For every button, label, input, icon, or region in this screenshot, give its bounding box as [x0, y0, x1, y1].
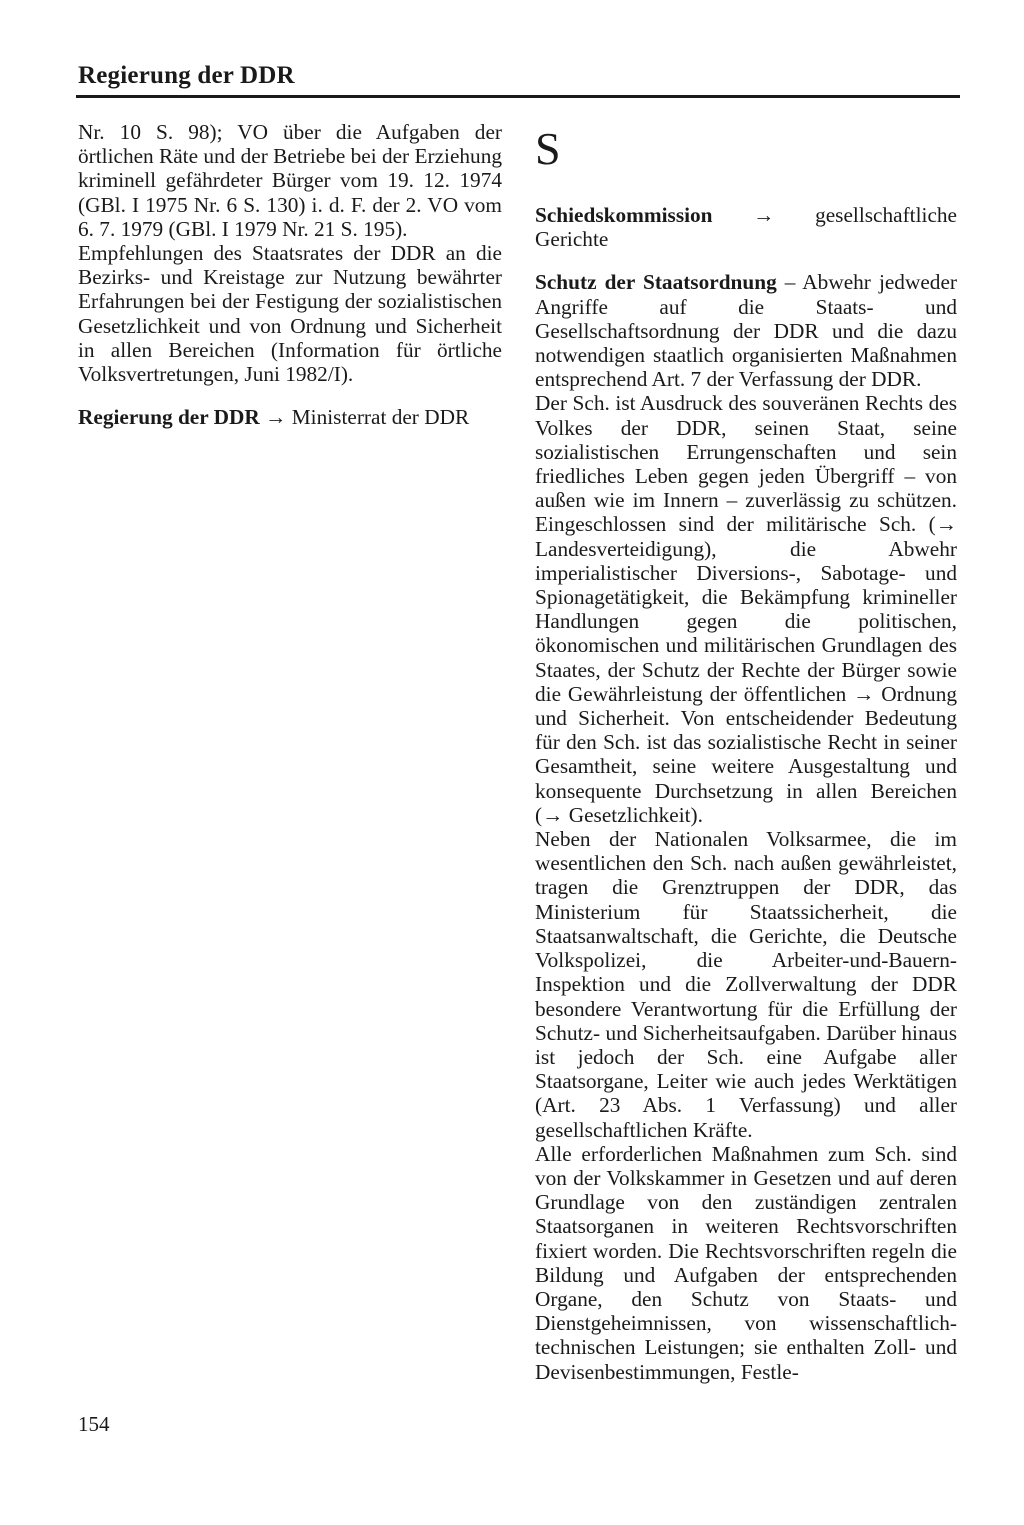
- right-column: [535, 122, 957, 1384]
- continuation-paragraph: Nr. 10 S. 98); VO über die Aufgaben der örtlichen Räte und der Betriebe bei der Erziehung kriminell gefährdeter Bürger vom 19. 12. 1974 (GBl. I 1975 Nr. 6 S. 130) i. d. F. der 2. VO vom 6. 7. 1979 (GBl. I 1979 Nr. 21 S. 195).: [78, 120, 502, 241]
- entry-schiedskommission: [535, 203, 957, 251]
- cross-reference-target: Ministerrat der DDR: [291, 405, 470, 430]
- entry-title: Schutz der Staatsordnung: [535, 270, 777, 295]
- body-paragraph: Der Sch. ist Ausdruck des souveränen Rechts des Volkes der DDR, seinen Staat, seine sozialistischen Errungenschaften und sein friedliches Leben gegen jeden Übergriff – von außen wie im Innern – zuverlässig zu schützen. Eingeschlossen sind der militärische Sch. (→ Landesverteidigung), die Abwehr imperialistischer Diversions-, Sabotage- und Spionagetätigkeit, die Bekämpfung krimineller Handlungen gegen die politischen, ökonomischen und militärischen Grundlagen des Staates, der Schutz der Rechte der Bürger sowie die Gewährleistung der öffentlichen → Ordnung und Sicherheit. Von entscheidender Bedeutung für den Sch. ist das sozialistische Recht in seiner Gesamtheit, seine weitere Ausgestaltung und konsequente Durchsetzung in allen Bereichen (→ Gesetzlichkeit).: [535, 391, 957, 827]
- entry-schutz-definition: [535, 270, 957, 391]
- left-column: [78, 120, 502, 429]
- cross-reference-arrow: →: [753, 203, 775, 227]
- running-head: Regierung der DDR: [78, 62, 295, 89]
- cross-reference-target: gesellschaftliche Gerichte: [535, 203, 957, 252]
- body-paragraph: Alle erforderlichen Maßnahmen zum Sch. sind von der Volkskammer in Gesetzen und auf deren Grundlage von den zuständigen zentralen Staatsorganen in weiteren Rechtsvorschriften fixiert worden. Die Rechtsvorschriften regeln die Bildung und Aufgaben der entsprechenden Organe, den Schutz von Staats- und Dienstgeheimnissen, von wissenschaftlich-technischen Leistungen; sie enthalten Zoll- und Devisenbestimmungen, Festle-: [535, 1141, 957, 1384]
- entry-regierung: [78, 405, 502, 429]
- entry-title: Schiedskommission: [535, 203, 713, 227]
- entry-title: Regierung der DDR: [78, 405, 260, 430]
- header-rule: [76, 95, 960, 98]
- recommendation-paragraph: Empfehlungen des Staatsrates der DDR an die Bezirks- und Kreistage zur Nutzung bewährter Erfahrungen bei der Festigung der sozialistischen Gesetzlichkeit und von Ordnung und Sicherheit in allen Bereichen (Information für örtliche Volksvertretungen, Juni 1982/I).: [78, 241, 502, 387]
- body-paragraph: Neben der Nationalen Volksarmee, die im wesentlichen den Sch. nach außen gewährleistet, tragen die Grenztruppen der DDR, das Ministerium für Staatssicherheit, die Staatsanwaltschaft, die Gerichte, die Deutsche Volkspolizei, die Arbeiter-und-Bauern-Inspektion und die Zollverwaltung der DDR besondere Verantwortung für die Erfüllung der Schutz- und Sicherheitsaufgaben. Darüber hinaus ist jedoch der Sch. eine Aufgabe aller Staatsorgane, Leiter wie auch jedes Werktätigen (Art. 23 Abs. 1 Verfassung) und aller gesellschaftlichen Kräfte.: [535, 827, 957, 1142]
- definition-text: – Abwehr jedweder Angriffe auf die Staats- und Gesellschaftsordnung der DDR und die dazu notwendigen staatlich organisierten Maßnahmen entsprechend Art. 7 der Verfassung der DDR.: [535, 270, 957, 392]
- cross-reference-arrow: →: [265, 405, 287, 430]
- section-letter: S: [535, 123, 561, 174]
- page-number: 154: [78, 1412, 110, 1436]
